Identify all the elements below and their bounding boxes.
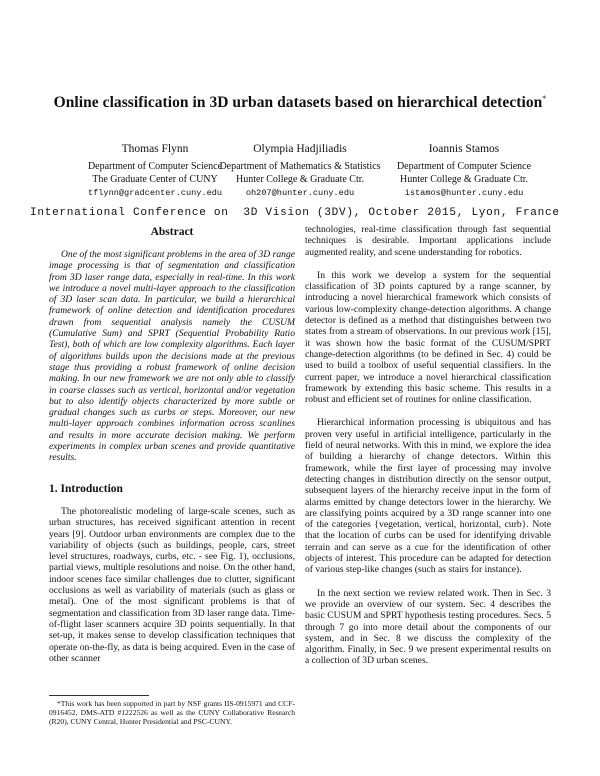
conference-line: International Conference on 3D Vision (3DV), October 2015, Lyon, France: [30, 207, 560, 219]
paragraph: In this work we develop a system for the sequential classification of 3D points captured by a range scanner, by introducing a novel hierarchical framework which consists of various low-complexity change-detection algorithms. A change detector is defined as a method that distinguishes between two states from a stream of observations. In our previous work [15], it was shown how the basic format of the CUSUM/SPRT change-detection algorithms (to be defined in Sec. 4) could be used to build a toolbox of useful sequential classifiers. In the current paper, we introduce a novel hierarchical classification framework by extending this basic scheme. This results in a robust and efficient set of routines for online classification.: [305, 269, 551, 406]
author-affiliation: Department of Mathematics & Statistics: [219, 161, 381, 172]
author-email[interactable]: oh207@hunter.cuny.edu: [245, 188, 355, 198]
author-email[interactable]: tflynn@gradcenter.cuny.edu: [87, 188, 223, 198]
author-block: [364, 143, 564, 200]
author-name: Olympia Hadjiliadis: [253, 143, 347, 155]
right-column: [305, 224, 551, 679]
footnote: *This work has been supported in part by NSF grants IIS-0915971 and CCF-0916452, DMS-ATD #1222526 as well as the CUNY Collaborative Research (R20), CUNY Central, Hunter Presidential and PSC-CUNY.: [49, 699, 295, 727]
author-affiliation: Department of Computer Science: [87, 161, 223, 172]
author-email[interactable]: istamos@hunter.cuny.edu: [404, 188, 524, 198]
intro-paragraph: The photorealistic modeling of large-scale scenes, such as urban structures, has received significant attention in recent years [9]. Outdoor urban environments are complex due to the variability of objects (such as buildings, people, cars, street level structures, roadways, curbs, etc. - see Fig. 1), occlusions, partial views, multiple resolutions and noise. On the other hand, indoor scenes face similar challenges due to clutter, significant occlusions as well as variability of materials (such as glass or metal). One of the most significant problems is that of segmentation and classification from 3D laser range data. Time-of-flight laser scanners acquire 3D points sequentially. In that set-up, it makes sense to develop classification techniques that operate on-the-fly, as data is being acquired. Even in the case of other scanner: [49, 506, 295, 664]
paragraph: Hierarchical information processing is ubiquitous and has proven very useful in artificial intelligence, particularly in the field of neural networks. With this in mind, we explore the idea of building a hierarchy of change detectors. Within this framework, while the first layer of processing may involve detecting changes in distribution directly on the sensor output, subsequent layers of the hierarchy receive input in the form of alarms emitted by change detectors lower in the hierarchy. We are classifying points acquired by a 3D range scanner into one of the categories {vegetation, vertical, horizontal, curb}. Note that the location of curbs can be used for identifying drivable terrain and can serve as a cue for the identification of other objects of interest. This procedure can be adapted for detection of various step-like changes (such as stairs for instance).: [305, 417, 551, 576]
author-affiliation: Hunter College & Graduate Ctr.: [399, 174, 529, 185]
paper-title: Online classification in 3D urban datasets based on hierarchical detection*: [53, 94, 547, 112]
paragraph: technologies, real-time classification through fast sequential techniques is desirable. Important applications include augmented reality, and scene understanding for robotics.: [305, 224, 551, 258]
author-name: Ioannis Stamos: [428, 143, 500, 155]
abstract-text: One of the most significant problems in the area of 3D range image processing is that of segmentation and classification from 3D laser range data, especially in real-time. In this work we introduce a novel multi-layer approach to the classification of 3D laser scan data. In particular, we build a hierarchical framework of online detection and identification procedures drawn from sequential analysis namely the CUSUM (Cumulative Sum) and SPRT (Sequential Probability Ratio Test), both of which are low complexity algorithms. Each layer of algorithms builds upon the decisions made at the previous stage thus providing a robust framework of online decision making. In our new framework we are not only able to classify in coarse classes such as vertical, horizontal and/or vegetation but to also identify objects characterized by more subtle or gradual changes such as curbs or steps. Moreover, our new multi-layer approach combines information across scanlines and results in more accurate decision making. We perform experiments in complex urban scenes and provide quantitative results.: [49, 249, 295, 464]
paragraph: In the next section we review related work. Then in Sec. 3 we provide an overview of our system. Sec. 4 describes the basic CUSUM and SPRT hypothesis testing procedures. Secs. 5 through 7 go into more detail about the components of our system, and in Sec. 8 we discuss the complexity of the algorithm. Finally, in Sec. 9 we present experimental results on a collection of 3D urban scenes.: [305, 587, 551, 667]
title-footnote-mark: *: [542, 94, 547, 103]
author-affiliation: Department of Computer Science: [396, 161, 532, 172]
abstract-heading: Abstract: [150, 226, 194, 238]
footnote-rule: [49, 695, 149, 696]
author-affiliation: Hunter College & Graduate Ctr.: [235, 174, 365, 185]
section-heading-introduction: 1. Introduction: [49, 483, 123, 495]
author-name: Thomas Flynn: [121, 143, 189, 155]
author-affiliation: The Graduate Center of CUNY: [92, 174, 218, 185]
